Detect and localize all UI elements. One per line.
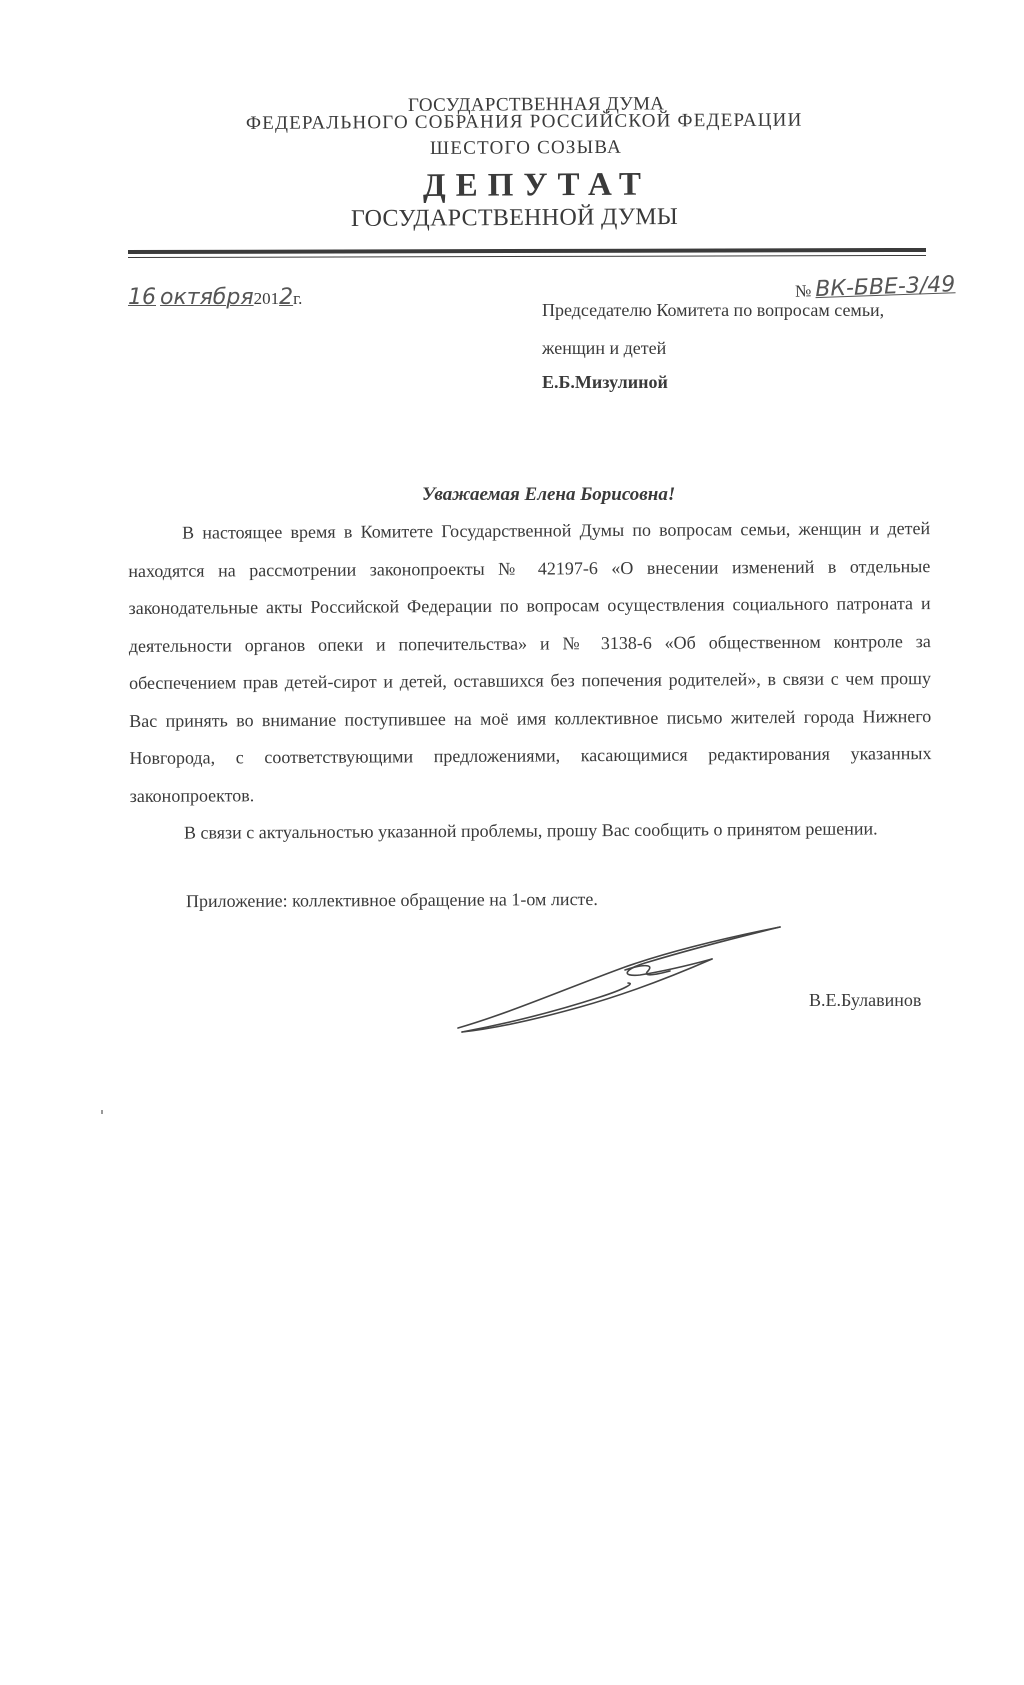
body-paragraph-2: В связи с актуальностью указанной проблемы, прошу Вас сообщить о принятом решении. (183, 818, 878, 843)
date-day: 16 (128, 285, 156, 310)
letterhead-convocation: ШЕСТОГО СОЗЫВА (429, 136, 623, 159)
letterhead-rule-thin (128, 255, 926, 258)
number-sign: № (794, 281, 812, 301)
letterhead (0, 0, 1024, 270)
addressee-position: Председателю Комитета по вопросам семьи, (542, 300, 885, 320)
appendix-note: Приложение: коллективное обращение на 1-ом листе. (185, 888, 598, 912)
date-month: октября (160, 285, 254, 310)
scan-speck (101, 1110, 103, 1114)
date-year-handwritten: 2 (279, 285, 294, 310)
letterhead-duma: ГОСУДАРСТВЕННАЯ ДУМА (407, 93, 665, 116)
date-suffix: г. (293, 289, 303, 308)
addressee-name: Е.Б.Мизулиной (542, 372, 668, 392)
registration-number (795, 272, 956, 303)
letterhead-title: ДЕПУТАТ (422, 166, 652, 204)
salutation: Уважаемая Елена Борисовна! (422, 484, 676, 505)
handwritten-signature (450, 925, 800, 1035)
date-year-printed: 201 (253, 289, 280, 308)
letterhead-subtitle: ГОСУДАРСТВЕННОЙ ДУМЫ (350, 204, 679, 232)
letterhead-rule-thick (128, 248, 926, 254)
addressee-position-cont: женщин и детей (542, 338, 667, 358)
letter-body (128, 510, 932, 852)
body-paragraph-1: В настоящее время в Комитете Государственной Думы по вопросам семьи, женщин и детей находятся на рассмотрении законопроекты № 42197-6 «О внесении изменений в отдельные законодательные акты Российской Федерации по вопросам осуществления социального патроната и деятельности органов опеки и попечительства» и № 3138-6 «Об общественном контроле за обеспечением прав детей-сирот и детей, оставшихся без попечения родителей», в связи с чем прошу Вас принять во внимание поступившее на моё имя коллективное письмо жителей города Нижнего Новгорода, с соответствующими предложениями, касающимися редактирования указанных законопроектов. (128, 518, 932, 806)
number-handwritten: ВК-БВЕ-3/49 (814, 272, 956, 303)
letterhead-federal-assembly: ФЕДЕРАЛЬНОГО СОБРАНИЯ РОССИЙСКОЙ ФЕДЕРАЦИИ (245, 109, 803, 134)
letter-date (128, 285, 302, 310)
signer-name: В.Е.Булавинов (809, 990, 922, 1010)
